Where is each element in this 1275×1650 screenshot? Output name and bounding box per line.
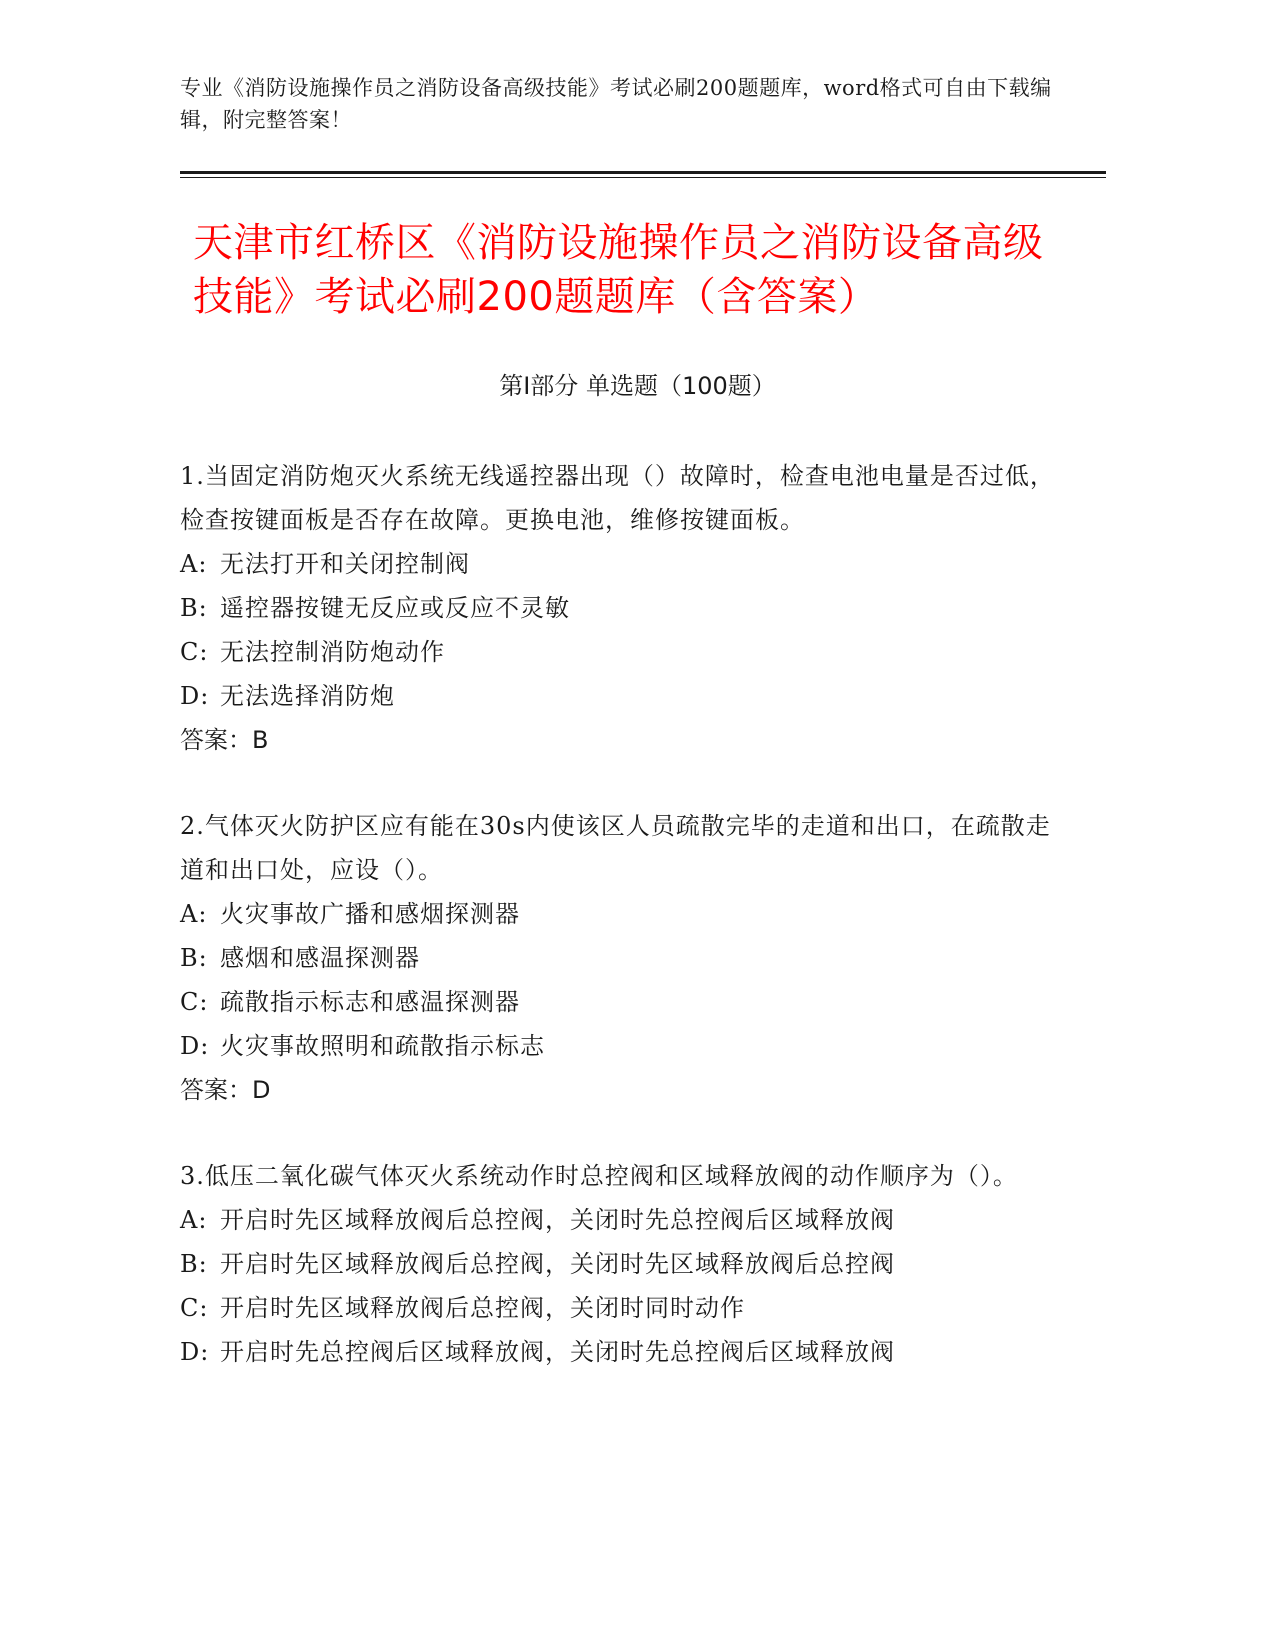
option-text: 开启时先区域释放阀后总控阀，关闭时同时动作	[220, 1294, 745, 1322]
document-title: 天津市红桥区《消防设施操作员之消防设备高级技能》考试必刷200题题库（含答案）	[193, 220, 1044, 320]
option-c	[180, 1286, 1060, 1330]
option-text: 火灾事故广播和感烟探测器	[220, 900, 520, 928]
option-letter: B:	[180, 1250, 208, 1278]
option-text: 疏散指示标志和感温探测器	[220, 988, 520, 1016]
option-text: 无法选择消防炮	[220, 682, 395, 710]
option-d	[180, 674, 1060, 718]
section-heading: 第I部分 单选题（100题）	[499, 372, 776, 400]
option-a	[180, 892, 1060, 936]
option-d	[180, 1024, 1060, 1068]
option-letter: C:	[180, 1294, 209, 1322]
question-text: 3.低压二氧化碳气体灭火系统动作时总控阀和区域释放阀的动作顺序为（）。	[180, 1162, 1018, 1190]
option-letter: D:	[180, 1032, 210, 1060]
answer-line: 答案：D	[180, 1076, 271, 1104]
answer-line: 答案：B	[180, 726, 269, 754]
question-list	[180, 454, 1060, 1416]
option-d	[180, 1330, 1060, 1374]
option-a	[180, 542, 1060, 586]
option-letter: A:	[180, 1206, 208, 1234]
option-letter: B:	[180, 594, 208, 622]
option-c	[180, 980, 1060, 1024]
question-text: 1.当固定消防炮灭火系统无线遥控器出现（）故障时，检查电池电量是否过低，检查按键面板是否存在故障。更换电池，维修按键面板。	[180, 462, 1055, 534]
option-letter: B:	[180, 944, 208, 972]
option-letter: A:	[180, 550, 208, 578]
question-2	[180, 804, 1060, 1112]
header-note: 专业《消防设施操作员之消防设备高级技能》考试必刷200题题库，word格式可自由下载编辑，附完整答案！	[180, 76, 1052, 132]
option-b	[180, 1242, 1060, 1286]
question-text: 2.气体灭火防护区应有能在30s内使该区人员疏散完毕的走道和出口，在疏散走道和出口处，应设（）。	[180, 812, 1051, 884]
header-rule-thin	[180, 177, 1106, 178]
question-1	[180, 454, 1060, 762]
option-text: 无法打开和关闭控制阀	[220, 550, 470, 578]
question-3	[180, 1154, 1060, 1374]
option-letter: D:	[180, 682, 210, 710]
option-letter: C:	[180, 638, 209, 666]
option-text: 无法控制消防炮动作	[220, 638, 445, 666]
option-a	[180, 1198, 1060, 1242]
option-b	[180, 586, 1060, 630]
option-text: 开启时先区域释放阀后总控阀，关闭时先区域释放阀后总控阀	[220, 1250, 895, 1278]
option-text: 火灾事故照明和疏散指示标志	[220, 1032, 545, 1060]
option-letter: A:	[180, 900, 208, 928]
option-text: 感烟和感温探测器	[220, 944, 420, 972]
option-text: 开启时先区域释放阀后总控阀，关闭时先总控阀后区域释放阀	[220, 1206, 895, 1234]
option-letter: C:	[180, 988, 209, 1016]
option-c	[180, 630, 1060, 674]
option-b	[180, 936, 1060, 980]
header-rule-thick	[180, 171, 1106, 174]
option-text: 开启时先总控阀后区域释放阀，关闭时先总控阀后区域释放阀	[220, 1338, 895, 1366]
option-text: 遥控器按键无反应或反应不灵敏	[220, 594, 570, 622]
option-letter: D:	[180, 1338, 210, 1366]
